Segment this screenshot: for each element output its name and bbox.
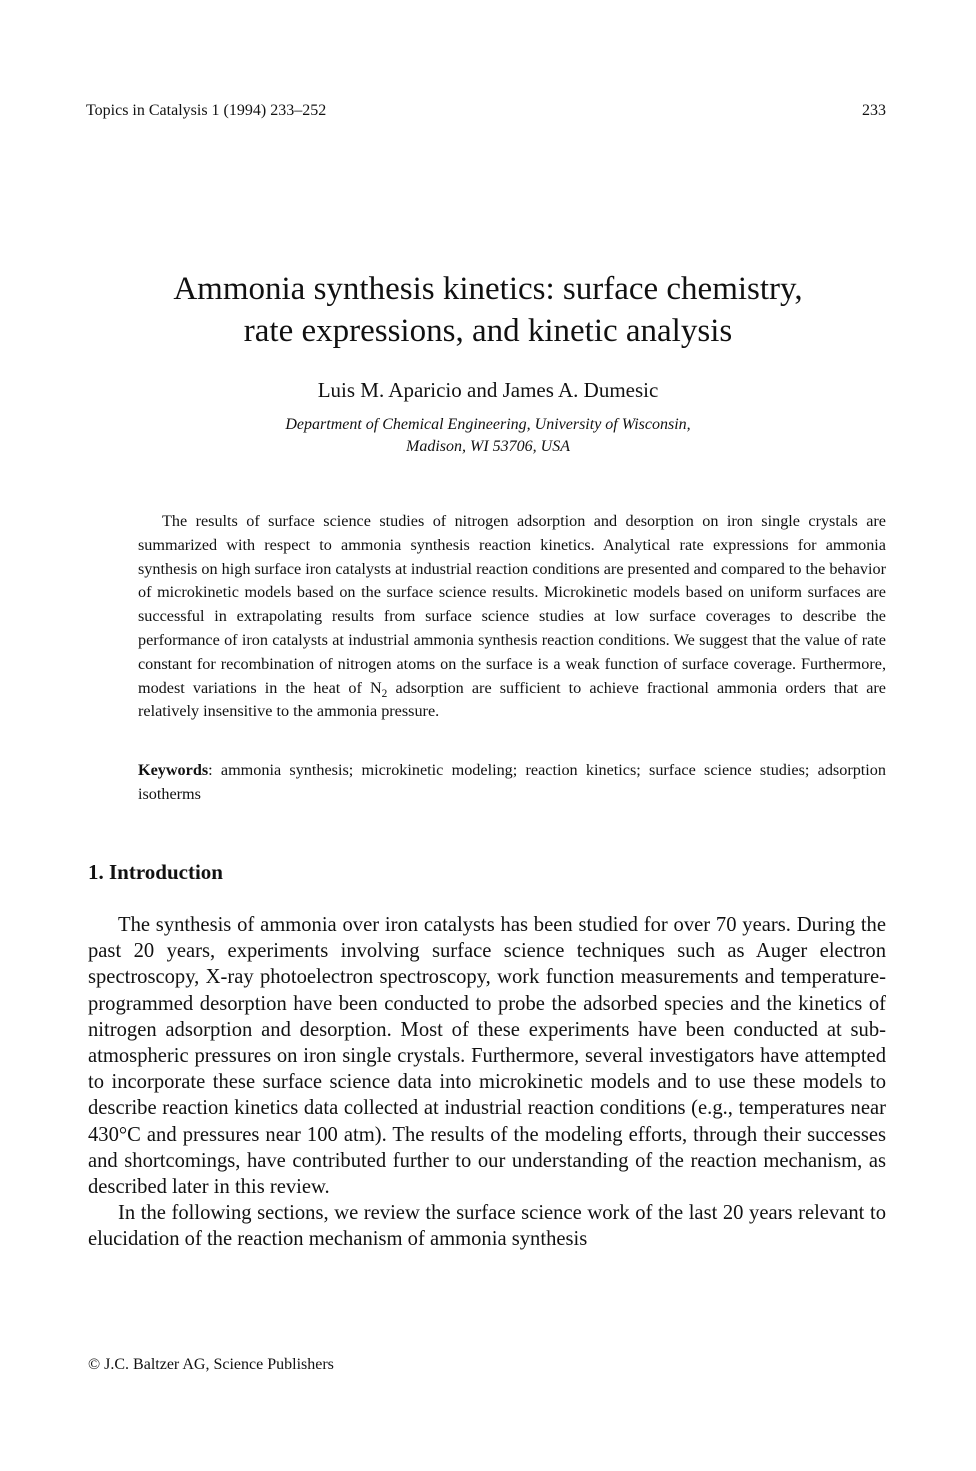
affiliation-line-2: Madison, WI 53706, USA (406, 438, 570, 455)
page-number: 233 (862, 102, 886, 119)
abstract-subscript: 2 (381, 687, 388, 700)
title-line-1: Ammonia synthesis kinetics: surface chemistry, (173, 271, 803, 307)
keywords (138, 758, 886, 806)
abstract-text-part-2: adsorption are sufficient to achieve fractional ammonia orders that are relatively insensitive to the ammonia pressure. (138, 678, 886, 721)
article-title (0, 268, 976, 352)
title-line-2: rate expressions, and kinetic analysis (243, 313, 733, 349)
abstract (138, 510, 886, 724)
affiliation (0, 414, 976, 458)
introduction-body (88, 912, 886, 1253)
section-heading-introduction: 1. Introduction (88, 860, 223, 884)
keywords-text: : ammonia synthesis; microkinetic modeling; reaction kinetics; surface science studies; adsorption isotherms (138, 761, 886, 803)
keywords-label: Keywords (138, 761, 209, 779)
abstract-text-part-1: The results of surface science studies of nitrogen adsorption and desorption on iron single crystals are summarized with respect to ammonia synthesis reaction kinetics. Analytical rate expressions for ammonia synthesis on high surface iron catalysts at industrial reaction conditions are presented and compared to the behavior of microkinetic models based on the surface science results. Microkinetic models based on uniform surfaces are successful in extrapolating results from surface science studies at low surface coverages to describe the performance of iron catalysts at industrial ammonia synthesis reaction conditions. We suggest that the value of rate constant for recombination of nitrogen atoms on the surface is a weak function of surface coverage. Furthermore, modest variations in the heat of N (138, 512, 886, 697)
affiliation-line-1: Department of Chemical Engineering, University of Wisconsin, (285, 416, 691, 433)
authors: Luis M. Aparicio and James A. Dumesic (317, 378, 659, 402)
introduction-paragraph-1: The synthesis of ammonia over iron catalysts has been studied for over 70 years. During the past 20 years, experiments involving surface science techniques such as Auger electron spectroscopy, X-ray photoelectron spectroscopy, work function measurements and temperature-programmed desorption have been conducted to probe the adsorbed species and the kinetics of nitrogen adsorption and desorption. Most of these experiments have been conducted at sub-atmospheric pressures on iron single crystals. Furthermore, several investigators have attempted to incorporate these surface science data into microkinetic models and to use these models to describe reaction kinetics data collected at industrial reaction conditions (e.g., temperatures near 430°C and pressures near 100 atm). The results of the modeling efforts, through their successes and shortcomings, have contributed further to our understanding of the reaction mechanism, as described later in this review. (88, 914, 886, 1199)
copyright-notice: © J.C. Baltzer AG, Science Publishers (88, 1356, 334, 1373)
running-head-journal: Topics in Catalysis 1 (1994) 233–252 (86, 102, 327, 119)
introduction-paragraph-2: In the following sections, we review the surface science work of the last 20 years relevant to elucidation of the reaction mechanism of ammonia synthesis (88, 1202, 886, 1251)
